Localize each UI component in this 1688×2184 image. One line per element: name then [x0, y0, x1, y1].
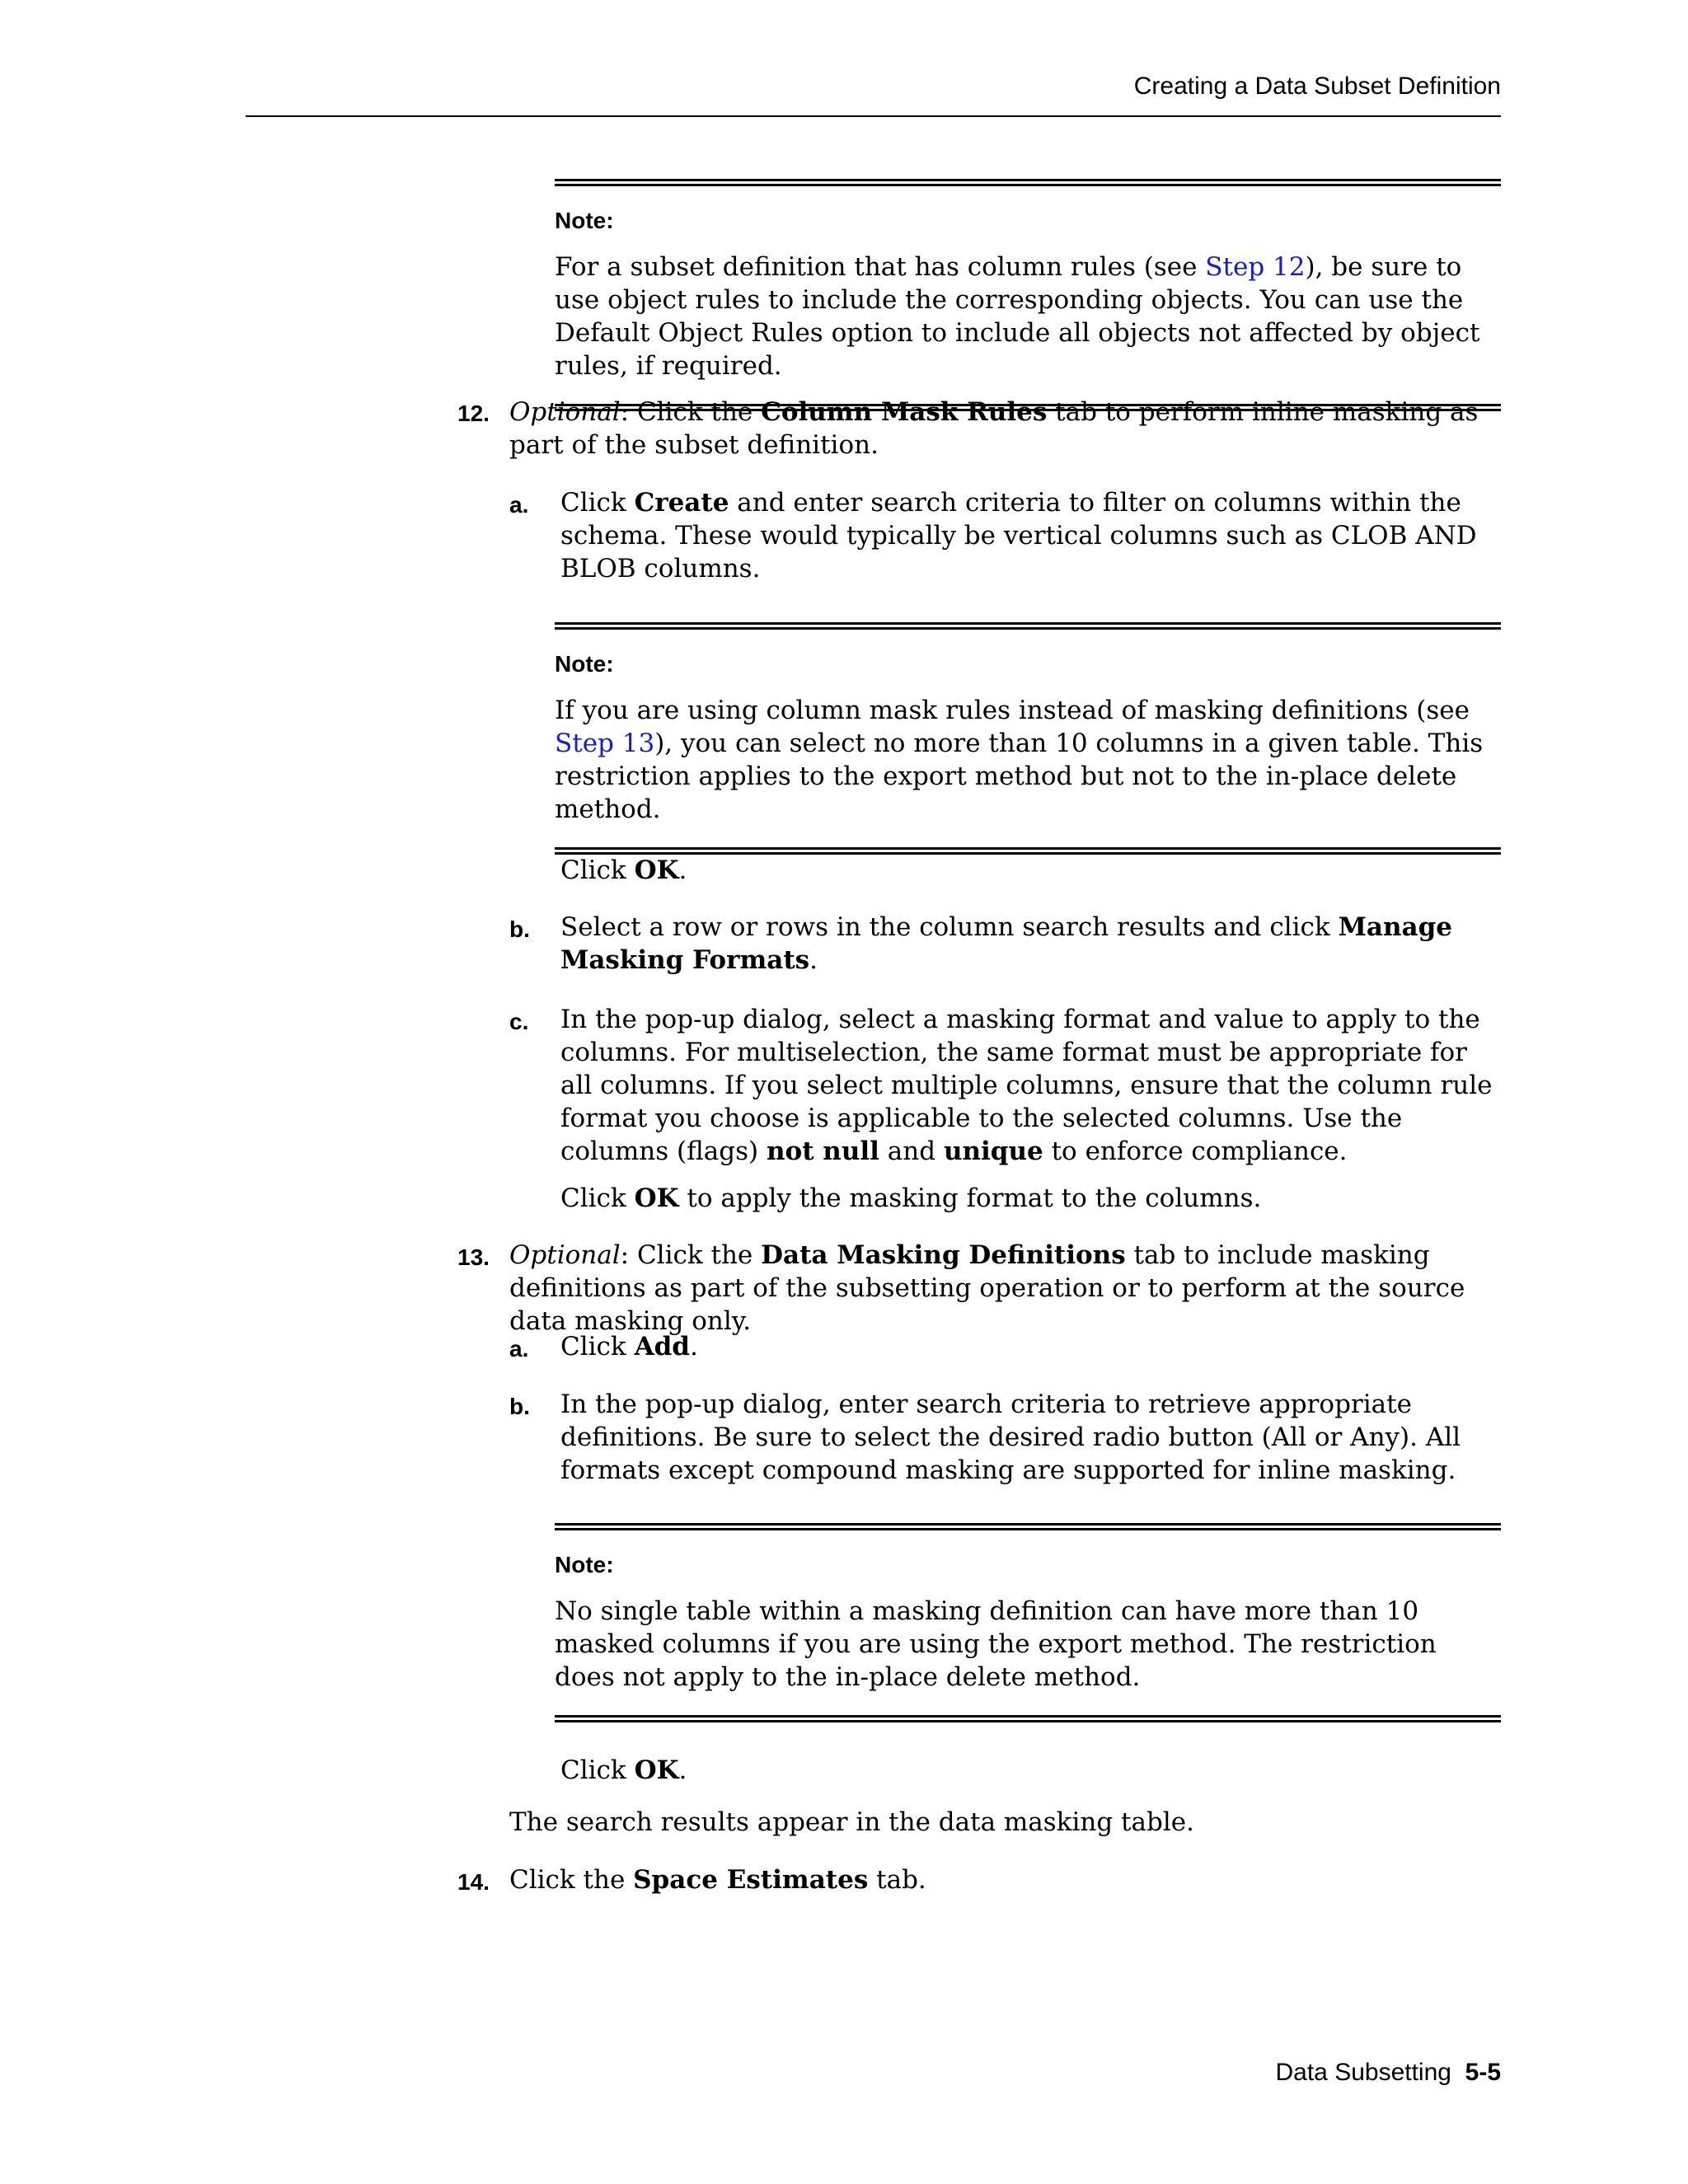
- step-13-link[interactable]: Step 13: [555, 729, 655, 758]
- manage-masking-formats-label: Manage Masking Formats: [560, 912, 1452, 975]
- step-12c-text: [560, 1003, 1501, 1168]
- step-14-text: [509, 1863, 1501, 1896]
- step-13-text: [509, 1239, 1501, 1338]
- note-box: [555, 1523, 1501, 1722]
- step-text: and enter search criteria to filter on columns within the schema. These would typically be vertical columns such as CLOB AND BLOB columns.: [560, 488, 1477, 583]
- step-text: Click: [560, 855, 635, 885]
- step-number: 12.: [457, 401, 490, 426]
- substep-letter: a.: [509, 1336, 529, 1361]
- note-rule-top: [555, 1523, 1501, 1530]
- step-text: Click: [560, 1183, 635, 1213]
- note-text: ), be sure to use object rules to include the corresponding objects. You can use the Default Object Rules option to include all objects not affected by object rules, if required.: [555, 252, 1480, 381]
- page-footer: [1275, 2059, 1501, 2087]
- step-text: tab.: [868, 1865, 926, 1895]
- step-text: .: [809, 945, 818, 975]
- data-masking-definitions-label: Data Masking Definitions: [761, 1240, 1126, 1270]
- note-text: ), you can select no more than 10 columns in a given table. This restriction applies to the export method but not to the in-place delete method.: [555, 729, 1484, 824]
- step-12b-text: [560, 911, 1501, 977]
- note-body: No single table within a masking definition can have more than 10 masked columns if you are using the export method. The restriction does not apply to the in-place delete method.: [555, 1596, 1437, 1692]
- note-label: Note:: [555, 651, 614, 677]
- step-number: 14.: [457, 1869, 490, 1895]
- column-mask-rules-label: Column Mask Rules: [761, 397, 1048, 427]
- note-rule-bottom: [555, 1715, 1501, 1722]
- step-text: .: [689, 1332, 698, 1361]
- step-text: tab to perform inline masking as part of the subset definition.: [509, 397, 1479, 460]
- substep-letter: b.: [509, 916, 530, 942]
- note-box: [555, 622, 1501, 855]
- note-rule-top: [555, 622, 1501, 630]
- step-text: Click the: [509, 1865, 634, 1895]
- footer-title: Data Subsetting: [1275, 2059, 1451, 2086]
- page-number: 5-5: [1465, 2059, 1501, 2086]
- substep-letter: c.: [509, 1009, 529, 1034]
- substep-letter: a.: [509, 492, 529, 518]
- step-12a-text: [560, 486, 1501, 585]
- click-ok-text: [560, 1754, 1501, 1787]
- ok-label: OK: [634, 1755, 679, 1785]
- ok-label: OK: [634, 1183, 679, 1213]
- step-text: .: [678, 1755, 687, 1785]
- step-12-text: [509, 396, 1501, 462]
- step-text: : Click the: [620, 397, 762, 427]
- search-results-text: The search results appear in the data masking table.: [509, 1807, 1194, 1837]
- note-body: [555, 694, 1501, 826]
- note-text: If you are using column mask rules instead of masking definitions (see: [555, 696, 1470, 725]
- step-text: tab to include masking definitions as part of the subsetting operation or to perform at the source data masking only.: [509, 1240, 1465, 1336]
- step-text: and: [879, 1137, 944, 1166]
- add-label: Add: [634, 1332, 690, 1361]
- note-body: [555, 251, 1501, 382]
- ok-label: OK: [634, 855, 679, 885]
- running-header: Creating a Data Subset Definition: [1133, 73, 1501, 100]
- substep-letter: b.: [509, 1394, 530, 1419]
- step-text: Click: [560, 1755, 635, 1785]
- step-text: to apply the masking format to the columns.: [678, 1183, 1262, 1213]
- note-label: Note:: [555, 208, 614, 233]
- click-ok-text: [560, 854, 1501, 887]
- space-estimates-label: Space Estimates: [633, 1865, 869, 1895]
- note-label: Note:: [555, 1552, 614, 1577]
- not-null-label: not null: [766, 1137, 879, 1166]
- note-text: For a subset definition that has column rules (see: [555, 252, 1206, 282]
- optional-label: Optional: [509, 1240, 621, 1270]
- step-text: : Click the: [620, 1240, 762, 1270]
- step-number: 13.: [457, 1244, 490, 1270]
- step-12-link[interactable]: Step 12: [1205, 252, 1306, 282]
- note-rule-top: [555, 179, 1501, 186]
- step-text: Click: [560, 1332, 635, 1361]
- step-text: In the pop-up dialog, select a masking format and value to apply to the columns. For multiselection, the same format must be appropriate for all columns. If you select multiple columns, ensure that the column rule format you choose is applicable to the selected columns. Use the columns (flags): [560, 1005, 1493, 1166]
- optional-label: Optional: [509, 397, 621, 427]
- create-label: Create: [634, 488, 729, 518]
- step-12c-apply-text: [560, 1182, 1501, 1215]
- header-rule: [246, 115, 1501, 117]
- unique-label: unique: [943, 1137, 1043, 1166]
- step-13a-text: [560, 1330, 1501, 1363]
- step-text: Select a row or rows in the column search results and click: [560, 912, 1339, 942]
- note-box: [555, 179, 1501, 411]
- step-text: to enforce compliance.: [1043, 1137, 1348, 1166]
- step-text: .: [678, 855, 687, 885]
- step-text: Click: [560, 488, 635, 518]
- step-13b-text: In the pop-up dialog, enter search criteria to retrieve appropriate definitions. Be sure to select the desired radio button (All or Any). All formats except compound masking are supported for inline masking.: [560, 1390, 1461, 1485]
